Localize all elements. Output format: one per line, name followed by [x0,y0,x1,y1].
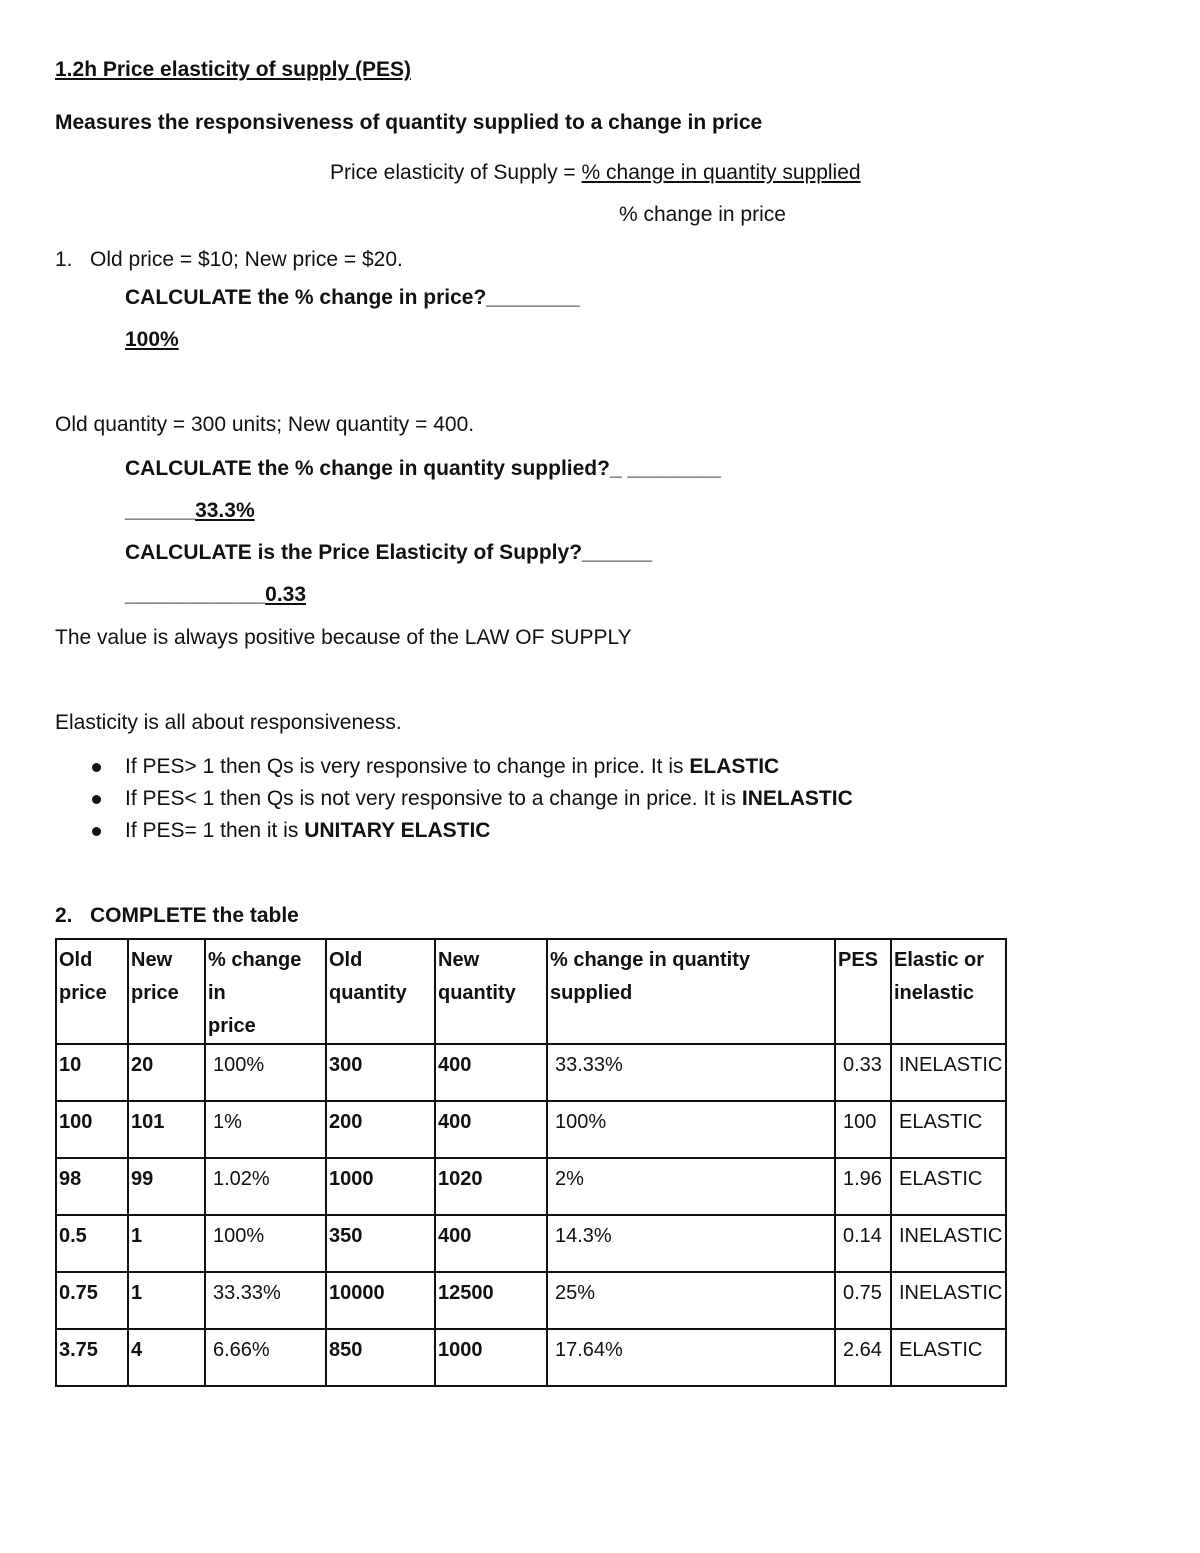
formula-numerator: % change in quantity supplied [581,161,861,184]
q1-calc-price: CALCULATE the % change in price?________ [125,286,580,309]
rule-text: If PES> 1 then Qs is very responsive to change in price. It is [125,755,690,778]
table-cell: 33.33% [547,1044,835,1101]
bullet-icon [92,827,101,836]
table-header-row [56,939,1006,1044]
table-cell: 400 [435,1101,547,1158]
table-cell: 2% [547,1158,835,1215]
table-cell: 4 [128,1329,205,1386]
q1-answer-quantity [125,499,255,523]
table-cell: 1 [128,1272,205,1329]
q1-calc-quantity: CALCULATE the % change in quantity supplied?_ ________ [125,457,721,480]
header-cell: Old quantity [326,939,435,1044]
table-cell: INELASTIC [891,1044,1006,1101]
header-cell: PES [835,939,891,1044]
table-cell: 99 [128,1158,205,1215]
table-cell: 100 [835,1101,891,1158]
formula-denominator: % change in price [619,203,786,226]
table-cell: 850 [326,1329,435,1386]
bullet-icon [92,795,101,804]
header-cell: Elastic or inelastic [891,939,1006,1044]
pes-table [55,938,1007,1387]
q1-answer-quantity-value: 33.3% [195,499,255,522]
q1-prices: Old price = $10; New price = $20. [90,248,403,271]
definition-text: Measures the responsiveness of quantity supplied to a change in price [55,111,763,134]
table-cell: 10000 [326,1272,435,1329]
elasticity-intro: Elasticity is all about responsiveness. [55,711,402,734]
q1-answer-quantity-blank: ______ [125,499,196,522]
rule-text: If PES= 1 then it is [125,819,305,842]
table-cell: 101 [128,1101,205,1158]
table-cell: 14.3% [547,1215,835,1272]
header-cell: New price [128,939,205,1044]
table-cell: 98 [56,1158,128,1215]
table-cell: 400 [435,1044,547,1101]
table-cell: 2.64 [835,1329,891,1386]
table-cell: 0.75 [56,1272,128,1329]
table-cell: 1000 [435,1329,547,1386]
table-cell: ELASTIC [891,1329,1006,1386]
table-row [56,1215,1006,1272]
table-row [56,1272,1006,1329]
table-cell: 1000 [326,1158,435,1215]
table-row [56,1158,1006,1215]
rule-inelastic [125,787,853,811]
table-cell: 12500 [435,1272,547,1329]
table-cell: 300 [326,1044,435,1101]
table-cell: 100% [547,1101,835,1158]
rule-unitary [125,819,490,843]
q1-answer-price: 100% [125,328,179,351]
table-cell: 0.75 [835,1272,891,1329]
table-cell: 0.33 [835,1044,891,1101]
rule-keyword: ELASTIC [689,755,780,778]
table-cell: ELASTIC [891,1101,1006,1158]
table-cell: 17.64% [547,1329,835,1386]
table-cell: 350 [326,1215,435,1272]
table-cell: 0.5 [56,1215,128,1272]
table-row [56,1044,1006,1101]
q1-calc-pes: CALCULATE is the Price Elasticity of Supply?______ [125,541,653,564]
rule-text: If PES< 1 then Qs is not very responsive to a change in price. It is [125,787,742,810]
table-cell: 1.02% [205,1158,326,1215]
table-cell: 20 [128,1044,205,1101]
formula-lhs: Price elasticity of Supply = [330,161,582,184]
table-cell: INELASTIC [891,1215,1006,1272]
table-cell: 1% [205,1101,326,1158]
table-cell: 6.66% [205,1329,326,1386]
q2-title: COMPLETE the table [90,904,299,927]
q1-quantities: Old quantity = 300 units; New quantity = 400. [55,413,475,436]
table-cell: 400 [435,1215,547,1272]
table-cell: 3.75 [56,1329,128,1386]
q2-number: 2. [55,904,73,927]
table-cell: 25% [547,1272,835,1329]
table-cell: 1.96 [835,1158,891,1215]
header-cell: % change in price [205,939,326,1044]
q1-answer-pes-value: 0.33 [265,583,307,606]
q1-number: 1. [55,248,73,271]
table-cell: INELASTIC [891,1272,1006,1329]
table-cell: 33.33% [205,1272,326,1329]
header-cell: % change in quantity supplied [547,939,835,1044]
formula [330,161,861,185]
table-row [56,1101,1006,1158]
bullet-icon [92,763,101,772]
table-cell: 100% [205,1215,326,1272]
rule-keyword: INELASTIC [741,787,853,810]
rule-elastic [125,755,779,779]
q1-answer-pes [125,583,306,607]
table-cell: 10 [56,1044,128,1101]
table-cell: 100 [56,1101,128,1158]
table-cell: 1020 [435,1158,547,1215]
page-title: 1.2h Price elasticity of supply (PES) [55,58,411,81]
table-cell: ELASTIC [891,1158,1006,1215]
q1-answer-pes-blank: ____________ [125,583,266,606]
rule-keyword: UNITARY ELASTIC [304,819,491,842]
table-cell: 100% [205,1044,326,1101]
table-row [56,1329,1006,1386]
header-cell: New quantity [435,939,547,1044]
table-cell: 1 [128,1215,205,1272]
law-of-supply-note: The value is always positive because of the LAW OF SUPPLY [55,626,632,649]
table-cell: 200 [326,1101,435,1158]
header-cell: Old price [56,939,128,1044]
table-cell: 0.14 [835,1215,891,1272]
